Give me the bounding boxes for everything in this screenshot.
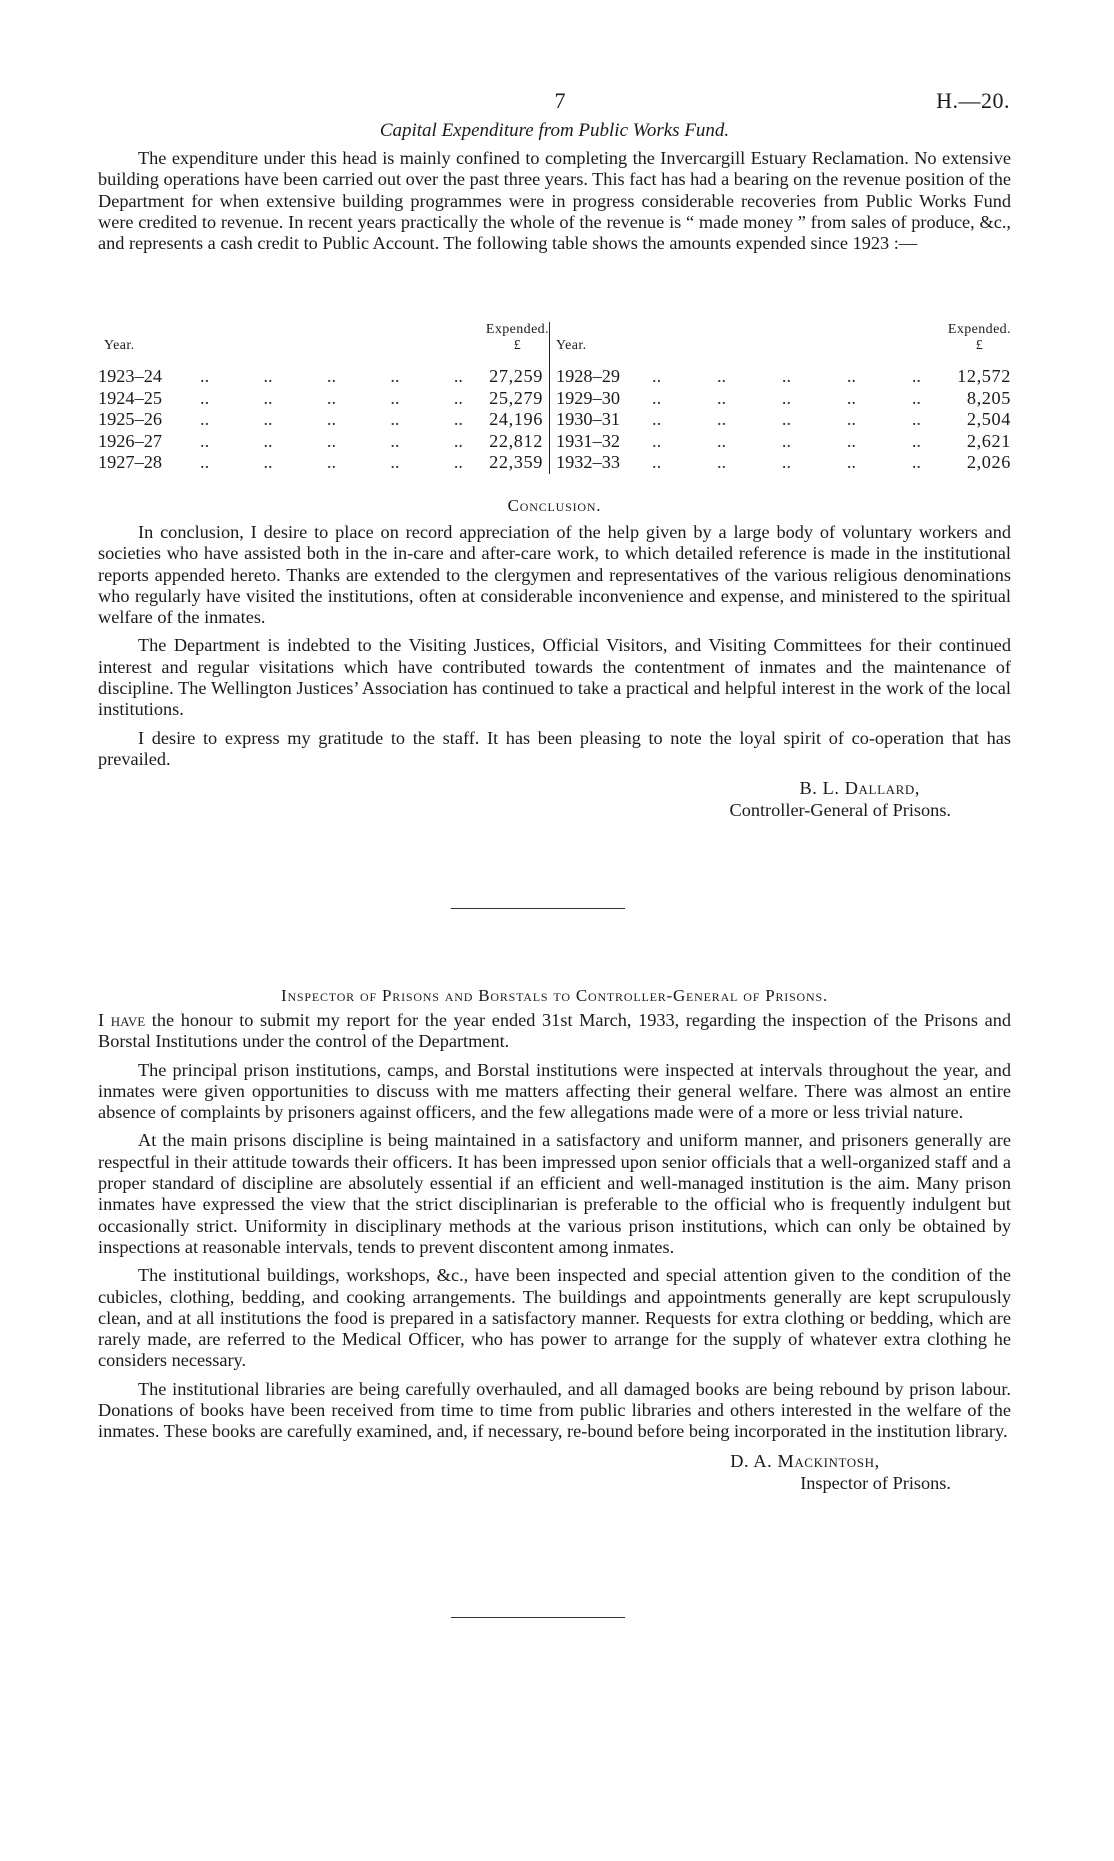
row-amount: 22,359 — [489, 452, 543, 473]
leader-dot: .. — [652, 366, 662, 386]
page-number: 7 — [554, 88, 566, 113]
left-rows — [98, 366, 549, 474]
inspector-signature — [98, 1450, 951, 1494]
leader-dot: .. — [390, 430, 400, 451]
leader-dot: .. — [781, 366, 792, 386]
leader-dots — [200, 452, 463, 474]
end-divider — [451, 1617, 625, 1618]
inspector-report-heading: Inspector of Prisons and Borstals to Controller-General of Prisons. — [280, 986, 829, 1005]
table-row — [98, 431, 549, 453]
table-row — [556, 388, 1011, 410]
leader-dot: .. — [263, 409, 273, 430]
opening-word: I have — [98, 1010, 146, 1030]
table-header — [556, 322, 1011, 366]
inspector-report-paragraph: The principal prison institutions, camps, and Borstal institutions were inspected at intervals throughout the year, and inmates were given opportunities to discuss with me matters affecting their general welfare. There was almost an entire absence of complaints by prisoners against officers, and the few allegations made were of a more or less trivial nature. — [98, 1059, 1011, 1123]
row-year: 1931–32 — [556, 430, 620, 451]
leader-dot: .. — [781, 452, 792, 473]
leader-dot: .. — [846, 366, 856, 386]
leader-dot: .. — [453, 430, 463, 451]
year-column-header: Year. — [556, 338, 587, 353]
controller-title: Controller-General of Prisons. — [729, 800, 951, 821]
row-year: 1927–28 — [98, 452, 162, 473]
capital-expenditure-section — [98, 120, 1011, 261]
row-amount: 12,572 — [957, 366, 1011, 386]
capital-expenditure-heading: Capital Expenditure from Public Works Fund. — [379, 120, 730, 141]
leader-dot: .. — [263, 366, 273, 386]
row-amount: 24,196 — [489, 409, 543, 430]
document-reference: H.—20. — [936, 88, 1010, 113]
leader-dots — [652, 366, 921, 388]
leader-dot: .. — [453, 366, 463, 386]
leader-dot: .. — [716, 452, 727, 473]
table-row — [556, 409, 1011, 431]
conclusion-paragraph: In conclusion, I desire to place on record appreciation of the help given by a large body of voluntary workers and societies who have assisted both in the in-care and after-care work, to which detailed reference is made in the institutional reports appended hereto. Thanks are extended to the clergymen and representatives of the various religious denominations who regularly have visited the institutions, often at considerable inconvenience and expense, and ministered to the spiritual welfare of the inmates. — [98, 522, 1011, 628]
year-column-header: Year. — [104, 338, 135, 353]
controller-name: B. L. Dallard, — [799, 778, 921, 799]
expended-column-header — [948, 322, 1011, 354]
row-year: 1929–30 — [556, 387, 620, 408]
row-amount: 2,621 — [966, 430, 1011, 451]
leader-dot: .. — [911, 387, 921, 408]
inspector-name: D. A. Mackintosh, — [730, 1450, 880, 1471]
table-row — [556, 452, 1011, 474]
leader-dot: .. — [390, 366, 400, 386]
currency-symbol: £ — [975, 338, 984, 353]
row-amount: 22,812 — [489, 430, 543, 451]
table-row — [98, 366, 549, 388]
capital-expenditure-paragraph: The expenditure under this head is mainly confined to completing the Invercargill Estuary Reclamation. No extensive building operations have been carried out over the past three years. This fact has had a bearing on the revenue position of the Department for when extensive building programmes were in progress considerable recoveries from Public Works Fund were credited to revenue. In recent years practically the whole of the revenue is “ made money ” from sales of produce, &c., and represents a cash credit to Public Account. The following table shows the amounts expended since 1923 :— — [98, 148, 1011, 254]
leader-dot: .. — [390, 452, 400, 473]
leader-dot: .. — [716, 430, 727, 451]
leader-dot: .. — [200, 409, 210, 430]
leader-dot: .. — [652, 430, 662, 451]
row-amount: 8,205 — [966, 387, 1011, 408]
table-row — [556, 366, 1011, 388]
leader-dot: .. — [200, 387, 210, 408]
table-row — [556, 431, 1011, 453]
row-year: 1925–26 — [98, 409, 162, 430]
row-amount: 2,026 — [966, 452, 1011, 473]
leader-dots — [652, 409, 921, 431]
table-row — [98, 452, 549, 474]
leader-dot: .. — [200, 366, 210, 386]
row-amount: 27,259 — [489, 366, 543, 386]
table-header — [98, 322, 549, 366]
row-year: 1923–24 — [98, 366, 162, 386]
leader-dot: .. — [326, 409, 337, 430]
inspector-report-paragraph: At the main prisons discipline is being maintained in a satisfactory and uniform manner, and prisoners generally are respectful in their attitude towards their officers. It has been impressed upon senior officials that a well-organized staff and a proper standard of discipline are absolutely essential if an efficient and well-managed institution is the aim. Many prison inmates have expressed the view that the strict disciplinarian is preferable to the official who is frequently indulgent but occasionally strict. Uniformity in disciplinary methods at the various prison institutions, which can only be obtained by inspections at reasonable intervals, tends to prevent discontent among inmates. — [98, 1130, 1011, 1257]
leader-dots — [200, 431, 463, 453]
conclusion-paragraph: I desire to express my gratitude to the staff. It has been pleasing to note the loyal spirit of co-operation that has prevailed. — [98, 727, 1011, 769]
row-year: 1932–33 — [556, 452, 620, 473]
leader-dot: .. — [846, 452, 856, 473]
leader-dot: .. — [263, 430, 273, 451]
leader-dot: .. — [453, 452, 463, 473]
table-row — [98, 388, 549, 410]
leader-dot: .. — [326, 366, 337, 386]
leader-dot: .. — [716, 409, 727, 430]
leader-dot: .. — [652, 409, 662, 430]
leader-dot: .. — [911, 409, 921, 430]
controller-signature — [98, 777, 951, 821]
inspector-report-paragraph: The institutional libraries are being carefully overhauled, and all damaged books are being rebound by prison labour. Donations of books have been received from time to time from public libraries and others interested in the welfare of the inmates. These books are carefully examined, and, if necessary, re-bound before being incorporated in the institution library. — [98, 1378, 1011, 1442]
conclusion-section — [98, 496, 1011, 821]
leader-dot: .. — [846, 409, 856, 430]
leader-dot: .. — [781, 409, 792, 430]
leader-dot: .. — [390, 409, 400, 430]
leader-dot: .. — [716, 387, 727, 408]
row-amount: 2,504 — [966, 409, 1011, 430]
right-rows — [556, 366, 1011, 474]
expenditure-table-right — [549, 322, 1011, 474]
row-amount: 25,279 — [489, 387, 543, 408]
leader-dot: .. — [781, 430, 792, 451]
leader-dots — [652, 452, 921, 474]
currency-symbol: £ — [513, 338, 522, 353]
leader-dot: .. — [846, 430, 856, 451]
expenditure-table-left — [98, 322, 549, 474]
leader-dot: .. — [911, 452, 921, 473]
section-divider — [451, 908, 625, 909]
expended-label: Expended. — [485, 322, 549, 337]
expended-column-header — [486, 322, 549, 354]
leader-dots — [652, 388, 921, 410]
conclusion-heading: Conclusion. — [507, 496, 602, 515]
leader-dots — [200, 388, 463, 410]
row-year: 1928–29 — [556, 366, 620, 386]
leader-dot: .. — [716, 366, 727, 386]
leader-dot: .. — [911, 366, 921, 386]
leader-dot: .. — [652, 387, 662, 408]
leader-dot: .. — [453, 409, 463, 430]
inspector-report-section — [98, 986, 1011, 1494]
leader-dot: .. — [326, 387, 337, 408]
inspector-report-paragraph: The institutional buildings, workshops, &c., have been inspected and special attention given to the condition of the cubicles, clothing, bedding, and cooking arrangements. The buildings and appointments generally are kept scrupulously clean, and at all institutions the food is prepared in a satisfactory manner. Requests for extra clothing or bedding, which are rarely made, are referred to the Medical Officer, who has power to arrange for the supply of whatever extra clothing he considers necessary. — [98, 1265, 1011, 1371]
leader-dot: .. — [200, 452, 210, 473]
row-year: 1924–25 — [98, 387, 162, 408]
leader-dot: .. — [263, 452, 273, 473]
leader-dot: .. — [652, 452, 662, 473]
leader-dot: .. — [846, 387, 856, 408]
leader-dot: .. — [326, 430, 337, 451]
inspector-title: Inspector of Prisons. — [800, 1472, 951, 1493]
row-year: 1926–27 — [98, 430, 162, 451]
leader-dot: .. — [781, 387, 792, 408]
leader-dot: .. — [326, 452, 337, 473]
expended-label: Expended. — [947, 322, 1011, 337]
leader-dots — [200, 366, 463, 388]
leader-dot: .. — [390, 387, 400, 408]
leader-dot: .. — [453, 387, 463, 408]
leader-dot: .. — [263, 387, 273, 408]
leader-dot: .. — [911, 430, 921, 451]
leader-dot: .. — [200, 430, 210, 451]
row-year: 1930–31 — [556, 409, 620, 430]
inspector-report-paragraph: I have the honour to submit my report for the year ended 31st March, 1933, regarding the inspection of the Prisons and Borstal Institutions under the control of the Department. — [98, 1010, 1011, 1052]
leader-dots — [200, 409, 463, 431]
conclusion-paragraph: The Department is indebted to the Visiting Justices, Official Visitors, and Visiting Committees for their continued interest and regular visitations which have contributed towards the contentment of inmates and the maintenance of discipline. The Wellington Justices’ Association has continued to take a practical and helpful interest in the work of the local institutions. — [98, 635, 1011, 720]
table-row — [98, 409, 549, 431]
leader-dots — [652, 431, 921, 453]
